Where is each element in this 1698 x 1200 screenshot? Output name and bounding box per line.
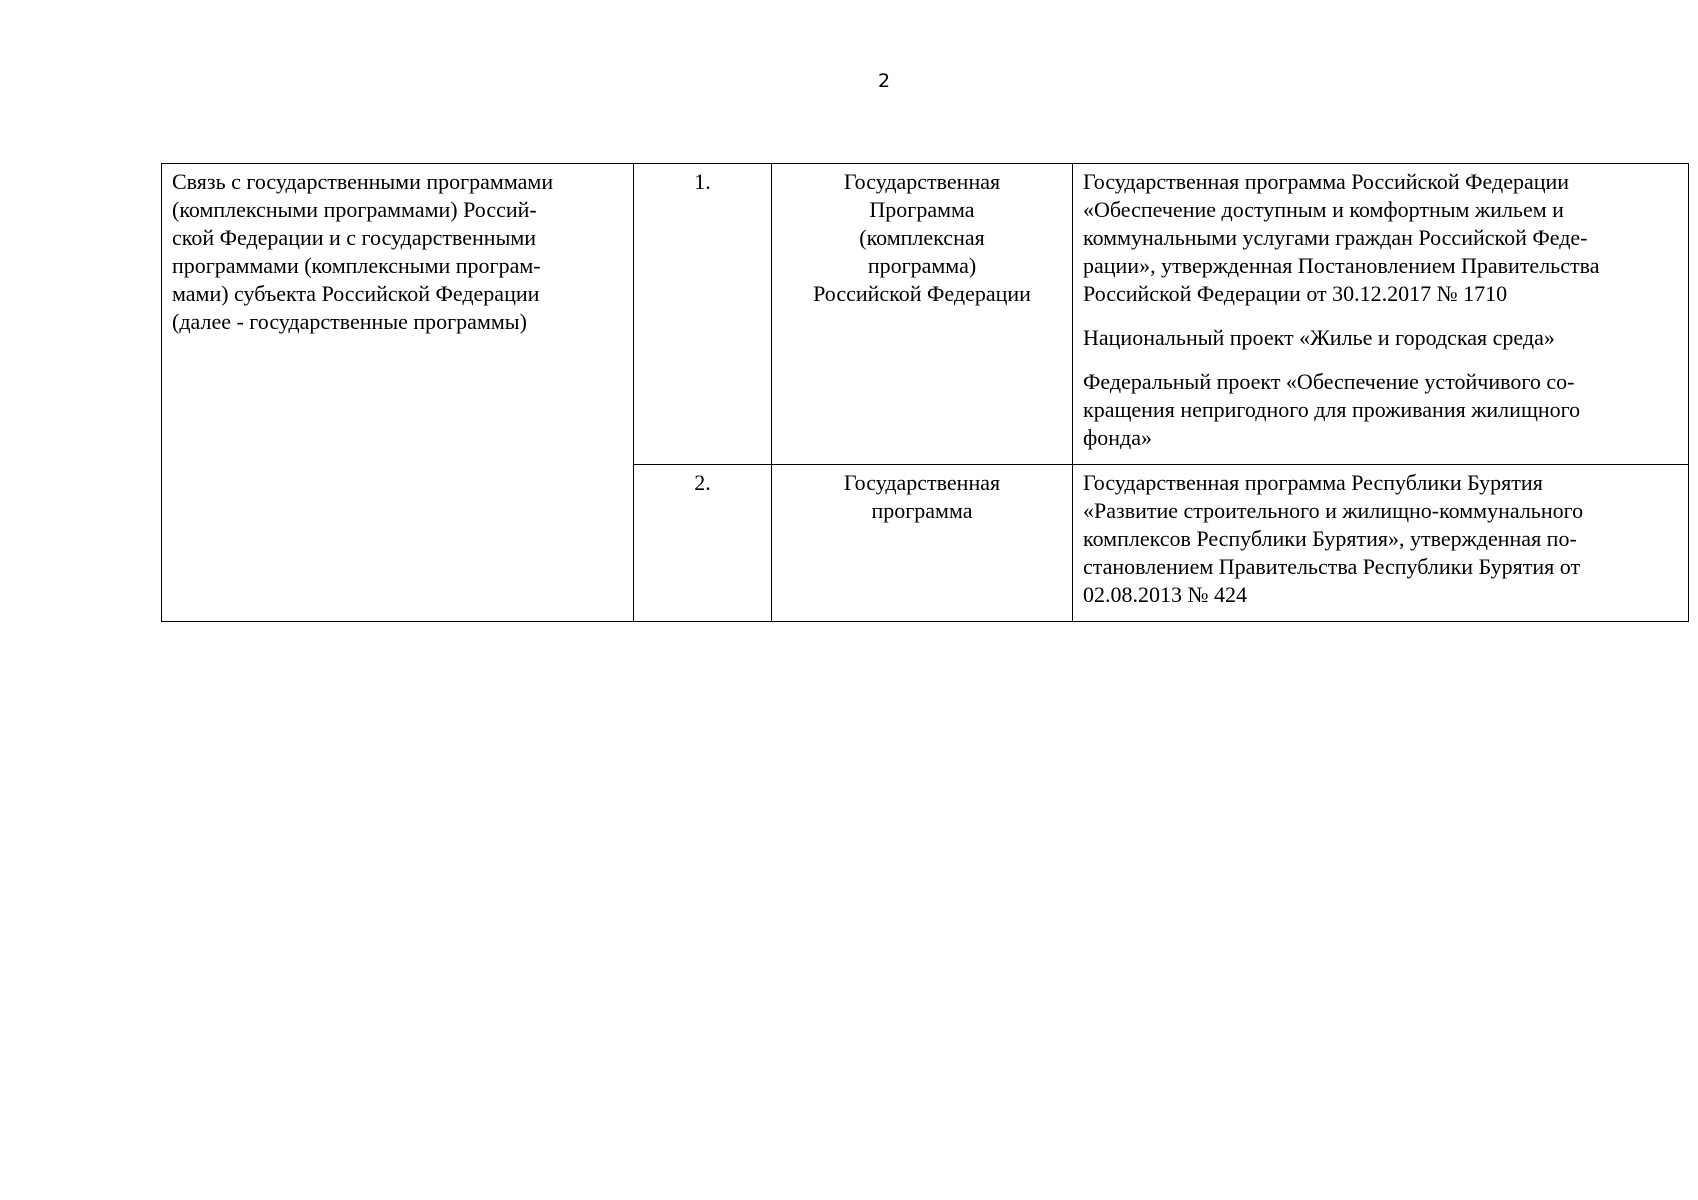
description-line: Национальный проект «Жилье и городская среда» bbox=[1083, 325, 1555, 350]
program-type-cell bbox=[772, 465, 1073, 622]
row-number-cell bbox=[634, 465, 772, 622]
description-line: Федеральный проект «Обеспечение устойчивого со- bbox=[1083, 369, 1575, 394]
state-program-paragraph bbox=[1083, 168, 1678, 308]
program-type-line: (комплексная bbox=[859, 225, 985, 250]
program-type-line: программа) bbox=[867, 253, 977, 278]
state-program-paragraph bbox=[1083, 469, 1678, 609]
page-number: 2 bbox=[877, 70, 891, 92]
description-line: рации», утвержденная Постановлением Правительства bbox=[1083, 253, 1600, 278]
federal-project-paragraph bbox=[1083, 368, 1678, 452]
description-line: фонда» bbox=[1083, 425, 1152, 450]
description-line: «Развитие строительного и жилищно-коммунального bbox=[1083, 498, 1584, 523]
description-line: Государственная программа Российской Федерации bbox=[1083, 169, 1570, 194]
table-row bbox=[162, 164, 1689, 465]
row-label-cell bbox=[162, 164, 634, 622]
label-line: программами (комплексными програм- bbox=[172, 253, 541, 278]
description-line: становлением Правительства Республики Бурятия от bbox=[1083, 554, 1581, 579]
description-line: кращения непригодного для проживания жилищного bbox=[1083, 397, 1581, 422]
program-type-line: программа bbox=[871, 498, 973, 523]
description-line: «Обеспечение доступным и комфортным жильем и bbox=[1083, 197, 1564, 222]
program-type-cell bbox=[772, 164, 1073, 465]
program-type-line: Российской Федерации bbox=[813, 281, 1031, 306]
label-line: (далее - государственные программы) bbox=[172, 309, 527, 334]
label-line: ской Федерации и с государственными bbox=[172, 225, 537, 250]
row-number: 1. bbox=[694, 169, 711, 194]
program-description-cell bbox=[1073, 164, 1689, 465]
label-line: мами) субъекта Российской Федерации bbox=[172, 281, 540, 306]
label-line: Связь с государственными программами bbox=[172, 169, 554, 194]
description-line: Государственная программа Республики Бурятия bbox=[1083, 470, 1543, 495]
program-type-line: Программа bbox=[869, 197, 975, 222]
description-line: коммунальными услугами граждан Российской Феде- bbox=[1083, 225, 1588, 250]
description-line: комплексов Республики Бурятия», утвержденная по- bbox=[1083, 526, 1577, 551]
description-line: Российской Федерации от 30.12.2017 № 1710 bbox=[1083, 281, 1508, 306]
program-description-cell bbox=[1073, 465, 1689, 622]
row-number-cell bbox=[634, 164, 772, 465]
program-links-table bbox=[161, 163, 1689, 622]
label-line: (комплексными программами) Россий- bbox=[172, 197, 537, 222]
program-type-line: Государственная bbox=[843, 470, 1001, 495]
program-type-line: Государственная bbox=[843, 169, 1001, 194]
description-line: 02.08.2013 № 424 bbox=[1083, 582, 1247, 607]
national-project-paragraph bbox=[1083, 324, 1678, 352]
row-number: 2. bbox=[694, 470, 711, 495]
